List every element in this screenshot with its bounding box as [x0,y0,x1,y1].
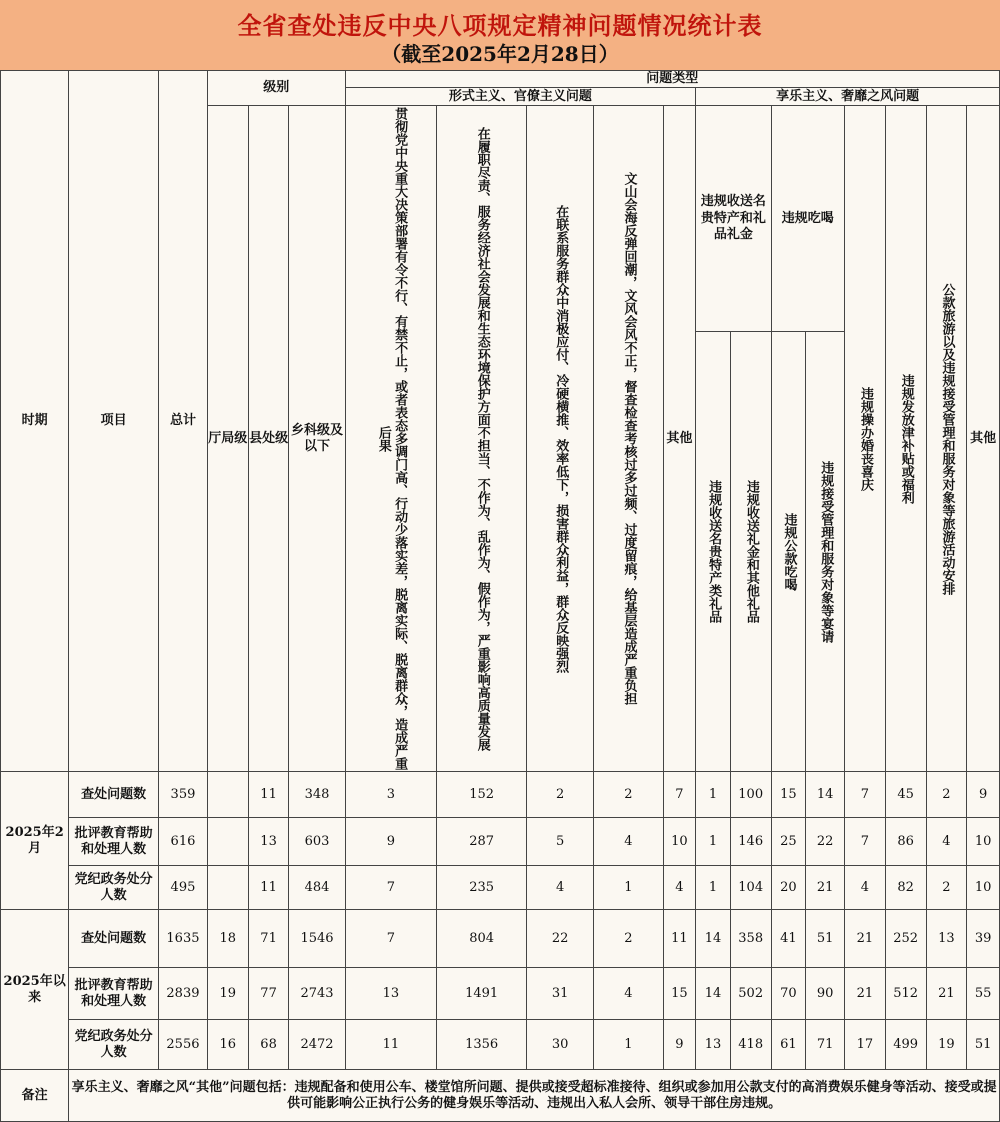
cell-eat-b: 90 [806,968,845,1020]
cell-gift-a: 1 [696,818,731,866]
cell-ting: 19 [207,968,248,1020]
row-item: 查处问题数 [69,772,159,818]
cell-total: 1635 [159,910,208,968]
period-label: 2025年以来 [1,910,69,1070]
cell-travel: 21 [926,968,967,1020]
row-item: 批评教育帮助和处理人数 [69,818,159,866]
header-period: 时期 [1,71,69,772]
cell-xian: 11 [248,772,289,818]
cell-total: 2839 [159,968,208,1020]
cell-ting [207,818,248,866]
cell-f1: 7 [345,866,437,910]
cell-f3: 31 [526,968,593,1020]
cell-xiang: 2743 [289,968,345,1020]
cell-f2: 235 [437,866,527,910]
period-label: 2025年2月 [1,772,69,910]
header-eat-b: 违规接受管理和服务对象等宴请 [806,332,845,772]
cell-h-other: 10 [967,818,1000,866]
cell-wedding: 7 [844,818,885,866]
cell-xiang: 484 [289,866,345,910]
cell-subsidy: 86 [885,818,926,866]
header-formalism-2: 在履职尽责、服务经济社会发展和生态环境保护方面不担当、不作为、乱作为、假作为，严重影响高质量发展 [437,106,527,772]
cell-subsidy: 82 [885,866,926,910]
cell-f4: 4 [594,818,663,866]
cell-eat-b: 14 [806,772,845,818]
cell-f2: 1356 [437,1020,527,1070]
header-eat-a: 违规公款吃喝 [771,332,806,772]
header-level-ting: 厅局级 [207,106,248,772]
cell-subsidy: 512 [885,968,926,1020]
cell-total: 2556 [159,1020,208,1070]
cell-gift-a: 1 [696,772,731,818]
table-row [1,1020,1000,1070]
cell-gift-b: 358 [730,910,771,968]
header-item: 项目 [69,71,159,772]
cell-eat-a: 25 [771,818,806,866]
cell-h-other: 10 [967,866,1000,910]
cell-wedding: 7 [844,772,885,818]
header-level-xiang: 乡科级及以下 [289,106,345,772]
cell-xian: 77 [248,968,289,1020]
cell-f1: 9 [345,818,437,866]
header-formalism-1: 贯彻党中央重大决策部署有令不行、有禁不止，或者表态多调门高、行动少落实差，脱离实际、脱离群众，造成严重后果 [345,106,437,772]
cell-xiang: 2472 [289,1020,345,1070]
cell-wedding: 21 [844,910,885,968]
cell-subsidy: 45 [885,772,926,818]
cell-xian: 68 [248,1020,289,1070]
cell-f-other: 11 [663,910,696,968]
cell-travel: 19 [926,1020,967,1070]
header-hedonism-wedding: 违规操办婚丧喜庆 [844,106,885,772]
header-total: 总计 [159,71,208,772]
cell-subsidy: 252 [885,910,926,968]
cell-h-other: 9 [967,772,1000,818]
cell-gift-b: 418 [730,1020,771,1070]
cell-xian: 13 [248,818,289,866]
header-hedonism-other: 其他 [967,106,1000,772]
cell-h-other: 55 [967,968,1000,1020]
cell-f3: 2 [526,772,593,818]
header-hedonism-travel: 公款旅游以及违规接受管理和服务对象等旅游活动安排 [926,106,967,772]
page-title: 全省查处违反中央八项规定精神问题情况统计表 [0,6,1000,41]
cell-gift-b: 100 [730,772,771,818]
cell-h-other: 51 [967,1020,1000,1070]
header-gift-b: 违规收送礼金和其他礼品 [730,332,771,772]
cell-total: 359 [159,772,208,818]
cell-f-other: 15 [663,968,696,1020]
header-hedonism: 享乐主义、奢靡之风问题 [696,88,1000,106]
table-row [1,772,1000,818]
cell-subsidy: 499 [885,1020,926,1070]
cell-eat-a: 41 [771,910,806,968]
cell-f2: 804 [437,910,527,968]
row-item: 批评教育帮助和处理人数 [69,968,159,1020]
cell-eat-b: 21 [806,866,845,910]
table-row [1,866,1000,910]
cell-xiang: 348 [289,772,345,818]
cell-xian: 71 [248,910,289,968]
cell-f3: 30 [526,1020,593,1070]
cell-f4: 1 [594,866,663,910]
cell-wedding: 21 [844,968,885,1020]
header-problem-type: 问题类型 [345,71,999,88]
cell-ting: 16 [207,1020,248,1070]
cell-f4: 2 [594,772,663,818]
cell-total: 495 [159,866,208,910]
cell-f2: 1491 [437,968,527,1020]
cell-f2: 152 [437,772,527,818]
header-formalism: 形式主义、官僚主义问题 [345,88,696,106]
cell-ting [207,772,248,818]
note-text: 享乐主义、奢靡之风“其他”问题包括：违规配备和使用公车、楼堂馆所问题、提供或接受超标准接待、组织或参加用公款支付的高消费娱乐健身等活动、接受或提 [69,1070,1000,1122]
header-hedonism-eat: 违规吃喝 [771,106,844,332]
cell-ting [207,866,248,910]
cell-xian: 11 [248,866,289,910]
cell-f3: 22 [526,910,593,968]
header-formalism-3: 在联系服务群众中消极应付、冷硬横推、效率低下，损害群众利益，群众反映强烈 [526,106,593,772]
cell-gift-a: 14 [696,910,731,968]
cell-total: 616 [159,818,208,866]
cell-travel: 2 [926,772,967,818]
cell-f-other: 9 [663,1020,696,1070]
table-header-banner [0,0,1000,70]
cell-f1: 11 [345,1020,437,1070]
cell-ting: 18 [207,910,248,968]
note-row [1,1070,1000,1122]
row-item: 党纪政务处分人数 [69,1020,159,1070]
cell-f2: 287 [437,818,527,866]
cell-f3: 4 [526,866,593,910]
cell-eat-b: 22 [806,818,845,866]
cell-f1: 3 [345,772,437,818]
cell-eat-b: 71 [806,1020,845,1070]
cell-f-other: 4 [663,866,696,910]
header-formalism-4: 文山会海反弹回潮，文风会风不正，督查检查考核过多过频、过度留痕，给基层造成严重负担 [594,106,663,772]
cell-wedding: 17 [844,1020,885,1070]
header-level-xian: 县处级 [248,106,289,772]
cell-gift-b: 146 [730,818,771,866]
cell-eat-a: 20 [771,866,806,910]
header-formalism-other: 其他 [663,106,696,772]
statistics-table [0,70,1000,1122]
cell-gift-a: 14 [696,968,731,1020]
cell-f4: 4 [594,968,663,1020]
cell-h-other: 39 [967,910,1000,968]
cell-f1: 13 [345,968,437,1020]
cell-wedding: 4 [844,866,885,910]
cell-xiang: 603 [289,818,345,866]
cell-f4: 1 [594,1020,663,1070]
cell-eat-a: 61 [771,1020,806,1070]
cell-gift-b: 502 [730,968,771,1020]
cell-travel: 13 [926,910,967,968]
cell-f4: 2 [594,910,663,968]
page-subtitle: （截至2025年2月28日） [0,38,1000,67]
cell-gift-b: 104 [730,866,771,910]
cell-f-other: 7 [663,772,696,818]
cell-travel: 2 [926,866,967,910]
cell-eat-a: 70 [771,968,806,1020]
cell-gift-a: 13 [696,1020,731,1070]
cell-xiang: 1546 [289,910,345,968]
cell-gift-a: 1 [696,866,731,910]
header-hedonism-subsidy: 违规发放津补贴或福利 [885,106,926,772]
row-item: 查处问题数 [69,910,159,968]
table-row [1,968,1000,1020]
cell-f3: 5 [526,818,593,866]
cell-f1: 7 [345,910,437,968]
row-item: 党纪政务处分人数 [69,866,159,910]
header-level: 级别 [207,71,345,106]
table-row [1,910,1000,968]
note-label: 备注 [1,1070,69,1122]
cell-eat-a: 15 [771,772,806,818]
header-gift-a: 违规收送名贵特产类礼品 [696,332,731,772]
cell-eat-b: 51 [806,910,845,968]
cell-f-other: 10 [663,818,696,866]
cell-travel: 4 [926,818,967,866]
header-hedonism-gift: 违规收送名贵特产和礼品礼金 [696,106,771,332]
table-row [1,818,1000,866]
